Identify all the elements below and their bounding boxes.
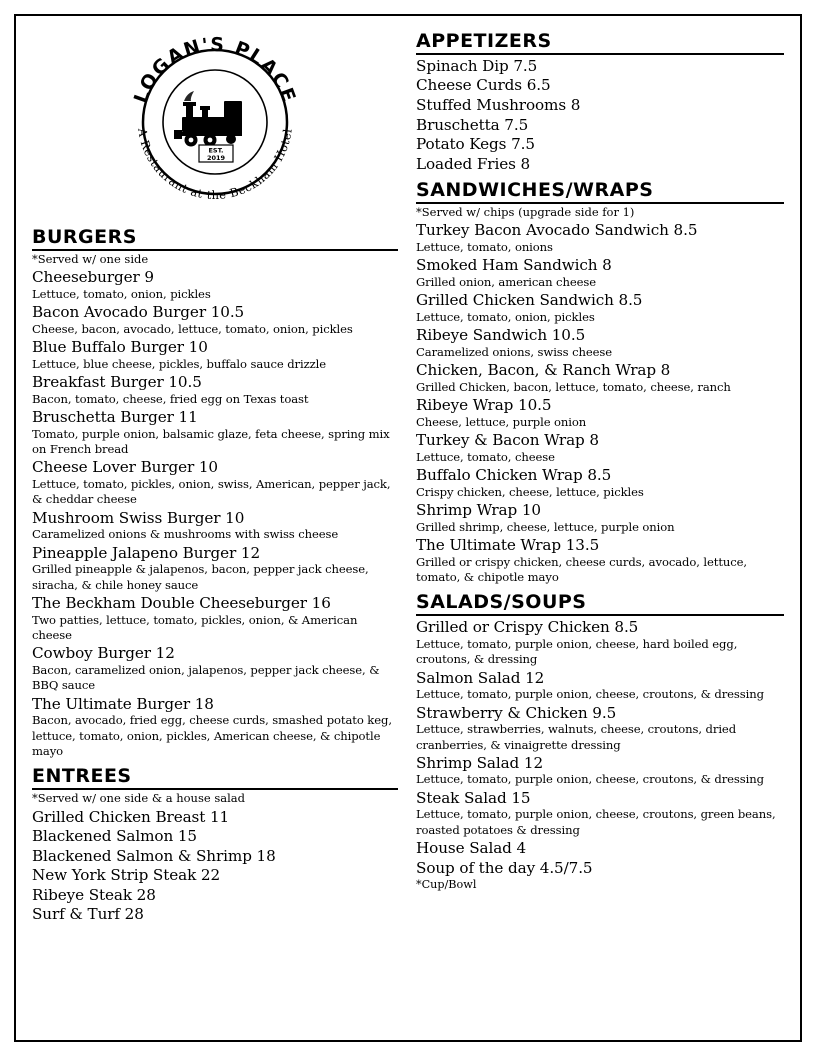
restaurant-logo [32,24,398,220]
item-description: Bacon, tomato, cheese, fried egg on Texas toast [32,391,309,406]
item-name: Bruschetta 7.5 [416,115,529,134]
menu-item [416,116,784,135]
item-name: Cheese Curds 6.5 [416,76,551,95]
menu-item [416,221,784,255]
logo-est-line2: 2019 [206,154,226,162]
menu-item [416,96,784,115]
entrees-items [32,808,398,924]
menu-item [416,789,784,838]
menu-item [32,847,398,866]
item-name: Potato Kegs 7.5 [416,135,535,154]
menu-item [416,135,784,154]
menu-item [32,695,398,760]
item-description: Two patties, lettuce, tomato, pickles, onion, & American cheese [32,612,358,642]
item-name: Salmon Salad 12 [416,668,545,687]
section-appetizers [416,32,784,173]
sandwiches-items [416,221,784,585]
menu-item [32,544,398,593]
item-name: Cheese Lover Burger 10 [32,458,218,477]
item-name: The Ultimate Wrap 13.5 [416,535,600,554]
item-name: The Beckham Double Cheeseburger 16 [32,594,331,612]
item-description: Cheese, bacon, avocado, lettuce, tomato, onion, pickles [32,321,353,336]
item-name: Loaded Fries 8 [416,154,531,173]
menu-item [416,396,784,430]
menu-item [416,754,784,788]
section-heading-appetizers: APPETIZERS [416,32,784,55]
item-name: Pineapple Jalapeno Burger 12 [32,543,261,562]
menu-item [416,256,784,290]
item-name: Blue Buffalo Burger 10 [32,338,208,357]
item-name: The Ultimate Burger 18 [32,694,214,713]
section-heading-salads: SALADS/SOUPS [416,593,784,616]
menu-item [416,76,784,95]
item-name: Blackened Salmon 15 [32,827,197,846]
item-name: Turkey Bacon Avocado Sandwich 8.5 [416,221,698,240]
section-heading-entrees: ENTREES [32,767,398,790]
item-name: Cheeseburger 9 [32,268,154,287]
item-description: Lettuce, blue cheese, pickles, buffalo sauce drizzle [32,356,326,371]
item-name: Grilled or Crispy Chicken 8.5 [416,618,639,637]
menu-item [416,704,784,753]
menu-item [32,644,398,693]
item-name: Bacon Avocado Burger 10.5 [32,303,245,322]
item-name: Shrimp Salad 12 [416,753,544,772]
section-sandwiches-wraps [416,181,784,585]
item-name: Ribeye Steak 28 [32,885,156,904]
sandwiches-note: *Served w/ chips (upgrade side for 1) [416,205,635,220]
menu-item [416,155,784,174]
item-name: Grilled Chicken Sandwich 8.5 [416,291,643,310]
menu-item [416,361,784,395]
salads-footnote: *Cup/Bowl [416,878,477,892]
menu-item [32,303,398,337]
item-name: New York Strip Steak 22 [32,866,221,885]
menu-item [416,618,784,667]
salads-items [416,618,784,877]
item-description: Grilled or crispy chicken, cheese curds, avocado, lettuce, tomato, & chipotle mayo [416,554,747,584]
item-name: Breakfast Burger 10.5 [32,373,202,392]
menu-item [416,57,784,76]
item-name: Shrimp Wrap 10 [416,501,541,519]
appetizers-items [416,57,784,173]
section-heading-sandwiches: SANDWICHES/WRAPS [416,181,784,204]
item-description: Tomato, purple onion, balsamic glaze, feta cheese, spring mix on French bread [32,426,390,456]
menu-item [32,594,398,643]
menu-item [32,373,398,407]
menu-item [416,431,784,465]
item-description: Lettuce, tomato, cheese [416,449,555,464]
menu-item [416,839,784,858]
item-name: Strawberry & Chicken 9.5 [416,703,617,722]
logo-emblem [124,31,306,213]
item-description: Bacon, caramelized onion, jalapenos, pepper jack cheese, & BBQ sauce [32,662,380,693]
menu-item [32,458,398,507]
item-description: Crispy chicken, cheese, lettuce, pickles [416,484,644,499]
item-description: Cheese, lettuce, purple onion [416,414,587,429]
item-name: Ribeye Sandwich 10.5 [416,326,586,345]
menu-item [32,866,398,885]
item-description: Lettuce, tomato, purple onion, cheese, croutons, & dressing [416,772,764,787]
left-column [32,24,408,1036]
item-description: Lettuce, tomato, onion, pickles [416,309,595,324]
item-description: Lettuce, strawberries, walnuts, cheese, croutons, dried cranberries, & vinaigrette dressing [416,722,737,752]
item-name: Mushroom Swiss Burger 10 [32,508,245,527]
item-name: Surf & Turf 28 [32,905,144,924]
item-description: Lettuce, tomato, onions [416,239,553,254]
section-entrees [32,767,398,923]
menu-item [416,466,784,500]
menu-item [32,827,398,846]
section-salads-soups [416,593,784,891]
menu-item [416,536,784,585]
menu-item [32,509,398,543]
item-description: Grilled Chicken, bacon, lettuce, tomato, cheese, ranch [416,379,731,394]
menu-item [416,669,784,703]
menu-item [416,501,784,535]
svg-text:A Restaurant at the Beckham Ho: A Restaurant at the Beckham Hotel [135,127,295,203]
item-description: Lettuce, tomato, purple onion, cheese, hard boiled egg, croutons, & dressing [416,636,738,667]
item-name: Chicken, Bacon, & Ranch Wrap 8 [416,361,671,380]
item-name: Steak Salad 15 [416,788,531,807]
burgers-items [32,268,398,759]
menu-item [32,268,398,302]
item-name: House Salad 4 [416,839,527,858]
item-description: Bacon, avocado, fried egg, cheese curds, smashed potato keg, lettuce, tomato, onion, pickles, American cheese, & chipotle mayo [32,713,392,759]
item-name: Smoked Ham Sandwich 8 [416,256,612,275]
menu-item [32,905,398,924]
entrees-note: *Served w/ one side & a house salad [32,791,245,806]
menu-item [416,291,784,325]
logo-est-line1: EST. [208,146,224,155]
item-description: Caramelized onions, swiss cheese [416,344,612,359]
menu-item [416,859,784,878]
right-column [408,24,784,1036]
item-description: Lettuce, tomato, pickles, onion, swiss, American, pepper jack, & cheddar cheese [32,476,391,507]
menu-item [32,338,398,372]
item-name: Ribeye Wrap 10.5 [416,396,552,415]
burgers-note: *Served w/ one side [32,251,149,266]
item-name: Buffalo Chicken Wrap 8.5 [416,466,612,485]
menu-item [32,808,398,827]
item-description: Lettuce, tomato, onion, pickles [32,286,211,301]
item-name: Bruschetta Burger 11 [32,407,198,426]
menu-item [32,408,398,457]
item-name: Cowboy Burger 12 [32,644,175,663]
item-description: Grilled onion, american cheese [416,274,596,289]
item-name: Stuffed Mushrooms 8 [416,96,581,115]
menu-item [416,326,784,360]
item-name: Spinach Dip 7.5 [416,56,538,75]
item-name: Soup of the day 4.5/7.5 [416,858,593,877]
svg-text:LOGAN'S PLACE: LOGAN'S PLACE [129,33,301,107]
section-heading-burgers: BURGERS [32,228,398,251]
menu-content [14,14,802,1042]
item-description: Grilled pineapple & jalapenos, bacon, pepper jack cheese, siracha, & chile honey sauce [32,562,369,592]
item-description: Grilled shrimp, cheese, lettuce, purple onion [416,519,675,534]
item-name: Turkey & Bacon Wrap 8 [416,431,599,450]
menu-item [32,886,398,905]
section-burgers [32,228,398,759]
item-name: Grilled Chicken Breast 11 [32,807,230,826]
item-description: Caramelized onions & mushrooms with swiss cheese [32,527,339,542]
item-description: Lettuce, tomato, purple onion, cheese, croutons, green beans, roasted potatoes & dressing [416,807,776,837]
item-description: Lettuce, tomato, purple onion, cheese, croutons, & dressing [416,687,764,702]
item-name: Blackened Salmon & Shrimp 18 [32,846,276,865]
